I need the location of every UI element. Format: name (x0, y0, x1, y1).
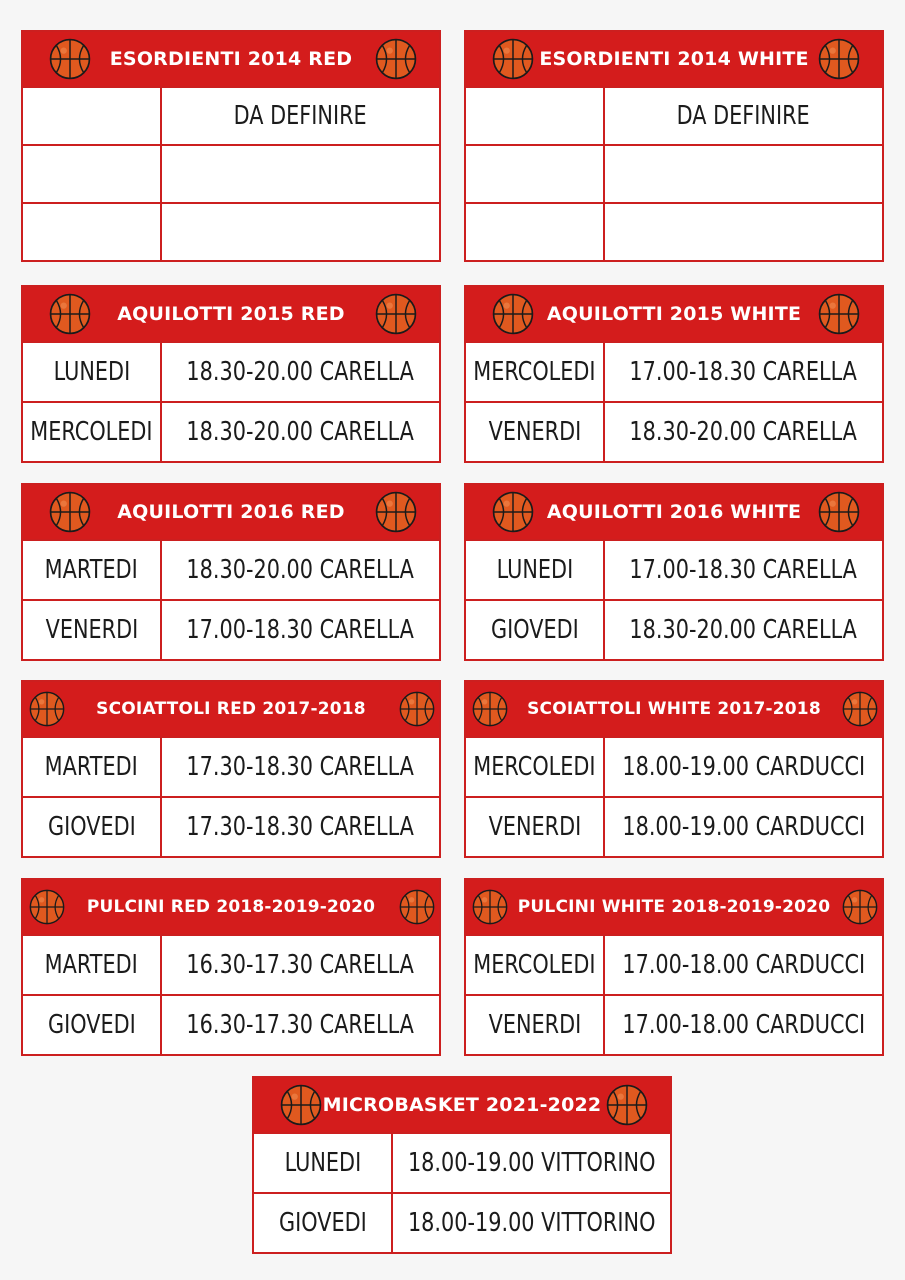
time-location-label: 18.30-20.00 CARELLA (629, 417, 858, 447)
card-title: PULCINI RED 2018-2019-2020 (86, 897, 376, 917)
time-location-label: 17.00-18.30 CARELLA (186, 615, 415, 645)
card-title: SCOIATTOLI WHITE 2017-2018 (527, 699, 821, 719)
day-label: GIOVEDI (490, 615, 579, 645)
day-label: VENERDI (45, 615, 138, 645)
basketball-icon (280, 1084, 322, 1126)
time-cell (605, 146, 882, 202)
day-cell (466, 996, 605, 1054)
day-cell (466, 798, 605, 856)
time-location-label: 18.30-20.00 CARELLA (629, 615, 858, 645)
day-cell (23, 343, 162, 401)
card-header (23, 682, 439, 736)
schedule-row (466, 86, 882, 144)
day-cell (23, 146, 162, 202)
card-title: AQUILOTTI 2016 WHITE (546, 501, 802, 523)
schedule-row (23, 599, 439, 659)
time-location-label: DA DEFINIRE (676, 101, 811, 131)
schedule-row (466, 144, 882, 202)
day-label: MERCOLEDI (473, 357, 596, 387)
basketball-icon (492, 38, 534, 80)
basketball-icon (818, 293, 860, 335)
card-header (23, 485, 439, 539)
card-header (254, 1078, 670, 1132)
basketball-icon (375, 491, 417, 533)
schedule-row (23, 341, 439, 401)
card-header (466, 485, 882, 539)
team-schedule-card (21, 285, 441, 463)
basketball-icon (606, 1084, 648, 1126)
schedule-row (23, 144, 439, 202)
schedule-row (254, 1192, 670, 1252)
day-cell (23, 541, 162, 599)
team-schedule-card (21, 483, 441, 661)
time-location-label: 18.00-19.00 VITTORINO (407, 1208, 656, 1238)
basketball-icon (842, 691, 878, 727)
day-cell (23, 204, 162, 260)
basketball-icon (818, 491, 860, 533)
schedule-row (466, 994, 882, 1054)
day-cell (466, 204, 605, 260)
card-title: MICROBASKET 2021-2022 (322, 1094, 602, 1116)
time-location-label: 17.00-18.00 CARDUCCI (622, 950, 865, 980)
team-schedule-card (464, 30, 884, 262)
basketball-icon (818, 38, 860, 80)
schedule-row (254, 1132, 670, 1192)
team-schedule-card (464, 285, 884, 463)
time-location-label: 18.30-20.00 CARELLA (186, 417, 415, 447)
schedule-row (466, 934, 882, 994)
card-header (23, 287, 439, 341)
day-label: LUNEDI (53, 357, 130, 387)
team-schedule-card (464, 483, 884, 661)
day-cell (23, 403, 162, 461)
team-schedule-card (21, 878, 441, 1056)
day-label: MERCOLEDI (30, 417, 153, 447)
day-cell (466, 88, 605, 144)
day-cell (23, 601, 162, 659)
card-title: AQUILOTTI 2016 RED (117, 501, 345, 523)
time-location-label: 18.30-20.00 CARELLA (186, 357, 415, 387)
card-header (23, 880, 439, 934)
schedule-row (23, 401, 439, 461)
day-cell (466, 146, 605, 202)
time-location-label: 18.30-20.00 CARELLA (186, 555, 415, 585)
time-cell (162, 738, 439, 796)
time-location-label: 17.00-18.30 CARELLA (629, 357, 858, 387)
card-header (466, 880, 882, 934)
team-schedule-card (21, 30, 441, 262)
time-cell (605, 738, 882, 796)
time-location-label: 18.00-19.00 VITTORINO (407, 1148, 656, 1178)
basketball-icon (492, 491, 534, 533)
day-cell (466, 936, 605, 994)
time-cell (162, 403, 439, 461)
card-header (466, 287, 882, 341)
basketball-icon (842, 889, 878, 925)
day-label: MARTEDI (44, 752, 139, 782)
schedule-row (466, 202, 882, 260)
day-label: VENERDI (488, 417, 581, 447)
time-location-label: 17.00-18.00 CARDUCCI (622, 1010, 865, 1040)
day-cell (466, 601, 605, 659)
card-title: SCOIATTOLI RED 2017-2018 (96, 699, 366, 719)
day-cell (466, 541, 605, 599)
schedule-row (23, 86, 439, 144)
schedule-row (466, 796, 882, 856)
basketball-icon (49, 293, 91, 335)
schedule-row (466, 341, 882, 401)
time-location-label: 16.30-17.30 CARELLA (186, 1010, 415, 1040)
schedule-row (23, 934, 439, 994)
schedule-row (23, 994, 439, 1054)
day-label: GIOVEDI (47, 812, 136, 842)
time-cell (393, 1134, 670, 1192)
schedule-row (466, 599, 882, 659)
day-cell (23, 738, 162, 796)
basketball-icon (472, 889, 508, 925)
time-cell (605, 403, 882, 461)
time-cell (605, 88, 882, 144)
day-label: GIOVEDI (47, 1010, 136, 1040)
day-cell (466, 403, 605, 461)
time-cell (162, 798, 439, 856)
time-cell (605, 541, 882, 599)
time-location-label: 16.30-17.30 CARELLA (186, 950, 415, 980)
time-location-label: 17.30-18.30 CARELLA (186, 812, 415, 842)
day-cell (466, 738, 605, 796)
time-cell (605, 996, 882, 1054)
day-cell (254, 1134, 393, 1192)
schedule-row (23, 736, 439, 796)
time-cell (162, 601, 439, 659)
time-cell (605, 798, 882, 856)
time-cell (162, 88, 439, 144)
team-schedule-card (21, 680, 441, 858)
day-cell (23, 88, 162, 144)
time-cell (162, 204, 439, 260)
day-label: VENERDI (488, 812, 581, 842)
schedule-row (466, 401, 882, 461)
time-location-label: 17.30-18.30 CARELLA (186, 752, 415, 782)
schedule-row (23, 539, 439, 599)
day-cell (23, 996, 162, 1054)
schedule-row (466, 539, 882, 599)
time-cell (162, 343, 439, 401)
time-location-label: 18.00-19.00 CARDUCCI (622, 752, 865, 782)
time-cell (162, 541, 439, 599)
card-header (466, 682, 882, 736)
schedule-row (23, 202, 439, 260)
card-title: AQUILOTTI 2015 WHITE (546, 303, 802, 325)
team-schedule-card (464, 878, 884, 1056)
card-title: PULCINI WHITE 2018-2019-2020 (517, 897, 831, 917)
basketball-icon (399, 889, 435, 925)
basketball-icon (49, 38, 91, 80)
time-cell (605, 343, 882, 401)
time-location-label: DA DEFINIRE (233, 101, 368, 131)
time-cell (393, 1194, 670, 1252)
card-title: ESORDIENTI 2014 RED (109, 48, 353, 70)
time-cell (162, 996, 439, 1054)
day-label: GIOVEDI (278, 1208, 367, 1238)
day-label: LUNEDI (496, 555, 573, 585)
day-label: VENERDI (488, 1010, 581, 1040)
day-cell (23, 936, 162, 994)
basketball-icon (492, 293, 534, 335)
schedule-row (466, 736, 882, 796)
card-title: AQUILOTTI 2015 RED (117, 303, 345, 325)
time-location-label: 17.00-18.30 CARELLA (629, 555, 858, 585)
time-cell (162, 146, 439, 202)
day-label: LUNEDI (284, 1148, 361, 1178)
basketball-icon (29, 889, 65, 925)
day-cell (254, 1194, 393, 1252)
time-cell (605, 936, 882, 994)
day-label: MERCOLEDI (473, 752, 596, 782)
time-location-label: 18.00-19.00 CARDUCCI (622, 812, 865, 842)
basketball-icon (472, 691, 508, 727)
time-cell (605, 601, 882, 659)
day-cell (23, 798, 162, 856)
basketball-icon (375, 38, 417, 80)
team-schedule-card (464, 680, 884, 858)
schedule-row (23, 796, 439, 856)
day-label: MERCOLEDI (473, 950, 596, 980)
day-label: MARTEDI (44, 555, 139, 585)
basketball-icon (49, 491, 91, 533)
basketball-icon (29, 691, 65, 727)
card-header (23, 32, 439, 86)
team-schedule-card (252, 1076, 672, 1254)
card-header (466, 32, 882, 86)
time-cell (605, 204, 882, 260)
time-cell (162, 936, 439, 994)
card-title: ESORDIENTI 2014 WHITE (539, 48, 809, 70)
basketball-icon (375, 293, 417, 335)
day-cell (466, 343, 605, 401)
basketball-icon (399, 691, 435, 727)
day-label: MARTEDI (44, 950, 139, 980)
